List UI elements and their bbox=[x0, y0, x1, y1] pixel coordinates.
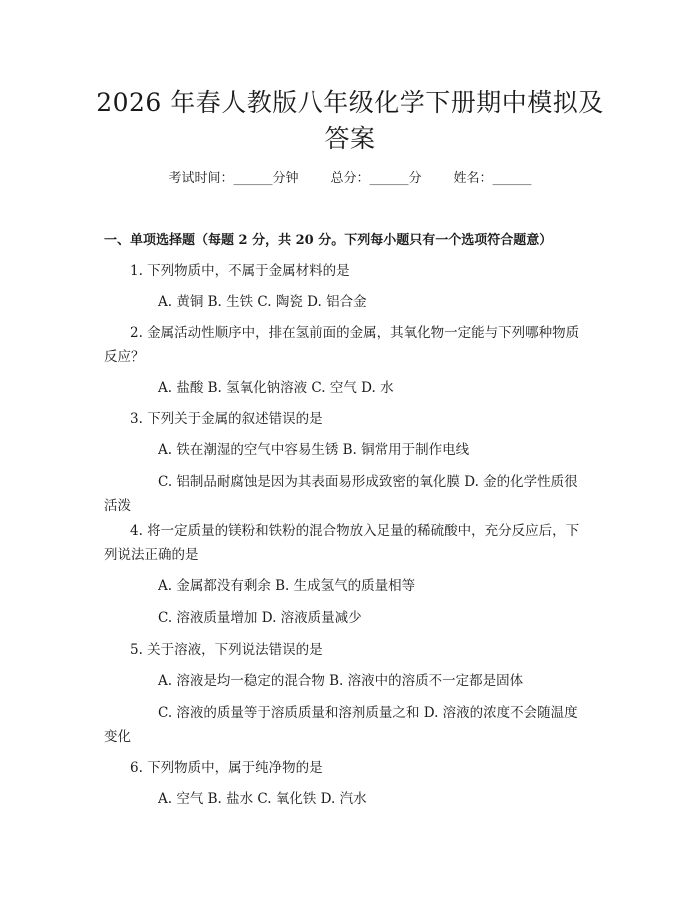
question-3-options-cd: C. 铝制品耐腐蚀是因为其表面易形成致密的氧化膜 D. 金的化学性质很 bbox=[158, 474, 578, 490]
time-field: 考试时间：______分钟 bbox=[168, 171, 299, 186]
question-1-stem: 1. 下列物质中，不属于金属材料的是 bbox=[130, 263, 350, 279]
exam-meta bbox=[0, 169, 700, 189]
section-heading: 一、单项选择题（每题 2 分，共 20 分。下列每小题只有一个选项符合题意） bbox=[104, 233, 553, 248]
question-2-stem: 2. 金属活动性顺序中，排在氢前面的金属，其氧化物一定能与下列哪种物质 bbox=[130, 325, 580, 341]
question-6-options: A. 空气 B. 盐水 C. 氧化铁 D. 汽水 bbox=[158, 791, 367, 807]
question-1-options: A. 黄铜 B. 生铁 C. 陶瓷 D. 铝合金 bbox=[158, 294, 367, 310]
question-4-options-ab: A. 金属都没有剩余 B. 生成氢气的质量相等 bbox=[158, 578, 416, 594]
question-4-stem: 4. 将一定质量的镁粉和铁粉的混合物放入足量的稀硫酸中，充分反应后，下 bbox=[130, 523, 580, 539]
score-field: 总分：______分 bbox=[330, 171, 422, 186]
question-3-option-cont: 活泼 bbox=[104, 498, 131, 514]
question-2-stem-cont: 反应？ bbox=[104, 349, 145, 365]
question-5-options-ab: A. 溶液是均一稳定的混合物 B. 溶液中的溶质不一定都是固体 bbox=[158, 673, 524, 689]
question-4-options-cd: C. 溶液质量增加 D. 溶液质量减少 bbox=[158, 610, 362, 626]
name-field: 姓名：______ bbox=[453, 171, 532, 186]
page-title bbox=[80, 85, 620, 157]
question-2-options: A. 盐酸 B. 氢氧化钠溶液 C. 空气 D. 水 bbox=[158, 380, 394, 396]
title-line-2: 答案 bbox=[324, 124, 376, 153]
question-3-options-ab: A. 铁在潮湿的空气中容易生锈 B. 铜常用于制作电线 bbox=[158, 442, 470, 458]
question-5-options-cd: C. 溶液的质量等于溶质质量和溶剂质量之和 D. 溶液的浓度不会随温度 bbox=[158, 705, 578, 721]
question-5-stem: 5. 关于溶液，下列说法错误的是 bbox=[130, 642, 323, 658]
title-line-1: 2026 年春人教版八年级化学下册期中模拟及 bbox=[96, 88, 604, 117]
question-4-stem-cont: 列说法正确的是 bbox=[104, 547, 199, 563]
question-3-stem: 3. 下列关于金属的叙述错误的是 bbox=[130, 411, 323, 427]
question-5-option-cont: 变化 bbox=[104, 729, 131, 745]
question-6-stem: 6. 下列物质中，属于纯净物的是 bbox=[130, 760, 323, 776]
